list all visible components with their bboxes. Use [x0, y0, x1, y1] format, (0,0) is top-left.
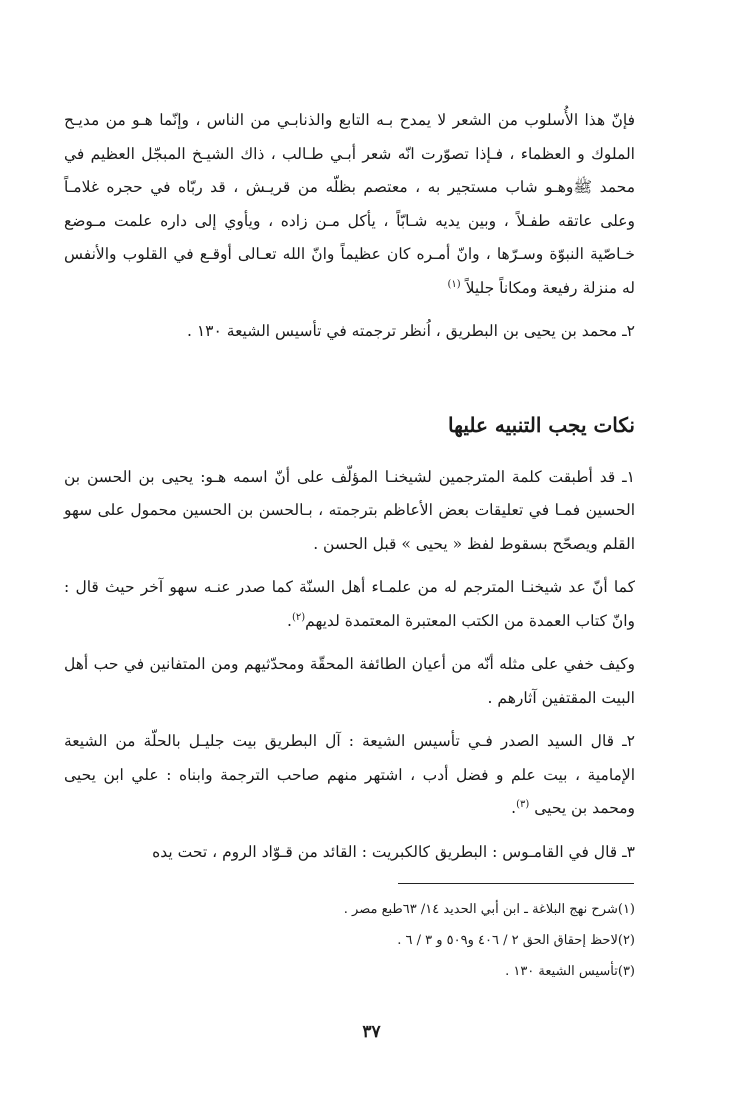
footnote-3: (٣)تأسيس الشيعة ١٣٠ . — [505, 964, 635, 979]
footnote-ref-3: (٣) — [516, 798, 530, 810]
paragraph-3: ١ـ قد أطبقت كلمة المترجمين لشيخنـا المؤلّف على أنّ اسمه هـو: يحيى بن الحسن بن الحسين فمـا في تعليقات بعض الأعاظم بترجمته ، بـالحسن بن الحسين محمول على سهو القلم ويصحّح بسقوط لفظ « يحيى » قبل الحسن . — [64, 467, 635, 553]
paragraph-5: وكيف خفي على مثله أنّه من أعيان الطائفة المحقّة ومحدّثيهم ومن المتفانين في حب أهل البيت المقتفين آثارهم . — [64, 655, 635, 707]
footnote-1: (١)شرح نهج البلاغة ـ ابن أبي الحديد ١٤/ ٦٣طبع مصر . — [343, 902, 635, 917]
paragraph-2: ٢ـ محمد بن يحيى بن البطريق ، اُنظر ترجمته في تأسيس الشيعة ١٣٠ . — [187, 322, 635, 340]
paragraph-1 — [64, 104, 635, 305]
paragraph-6 — [64, 725, 635, 826]
paragraph-7: ٣ـ قال في القامـوس : البطريق كالكبريت : القائد من قـوّاد الروم ، تحت يده — [152, 842, 635, 861]
paragraph-4-text: كما أنّ عد شيخنـا المترجم له من علمـاء أهل السنّة كما صدر عنـه سهو آخر حيث قال : وانّ كتاب العمدة من الكتب المعتبرة المعتمدة لديهم — [64, 578, 635, 630]
paragraph-6-text: ٢ـ قال السيد الصدر فـي تأسيس الشيعة : آل البطريق بيت جليـل بالحلّة من الشيعة الإمامية ، بيت علم و فضل أدب ، اشتهر منهم صاحب الترجمة وابناه : علي ابن يحيى ومحمد بن يحيى — [64, 732, 635, 817]
footnotes — [64, 894, 635, 987]
footnote-separator — [398, 883, 634, 884]
footnote-2: (٢)لاحظ إحقاق الحق ٢ / ٤٠٦ و٥٠٩ و ٣ / ٦ . — [397, 933, 635, 948]
section-heading: نكات يجب التنبيه عليها — [448, 412, 635, 437]
paragraph-4 — [64, 571, 635, 638]
paragraph-1-text: فإنّ هذا الأُسلوب من الشعر لا يمدح بـه التابع والذنابـي من الناس ، وإنّما هـو من مديـح الملوك و العظماء ، فـإذا تصوّرت انّه شعر أبـي طـالب ، ذاك الشيـخ المبجّل العظيم في محمد ﷺوهـو شاب مستجير به ، معتصم بظلّه من قريـش ، قد ربّاه في حجره غلامـاً وعلى عاتقه طفـلاً ، وبين يديه شـابّاً ، يأكل مـن زاده ، ويأوي إلى داره علمت مـوضع خـاصّية النبوّة وسـرّها ، وانّ أمـره كان عظيماً وانّ الله تعـالى أوقـع في القلوب والأنفس له منزلة رفيعة ومكاناً جليلاً — [64, 111, 635, 297]
paragraph-4-end: . — [287, 611, 292, 630]
footnote-ref-2: (٢) — [291, 611, 306, 623]
page-number: ٣٧ — [362, 1022, 381, 1042]
page-body — [64, 104, 635, 869]
paragraph-6-end: . — [511, 799, 517, 817]
footnote-ref-1: (١) — [447, 278, 461, 290]
